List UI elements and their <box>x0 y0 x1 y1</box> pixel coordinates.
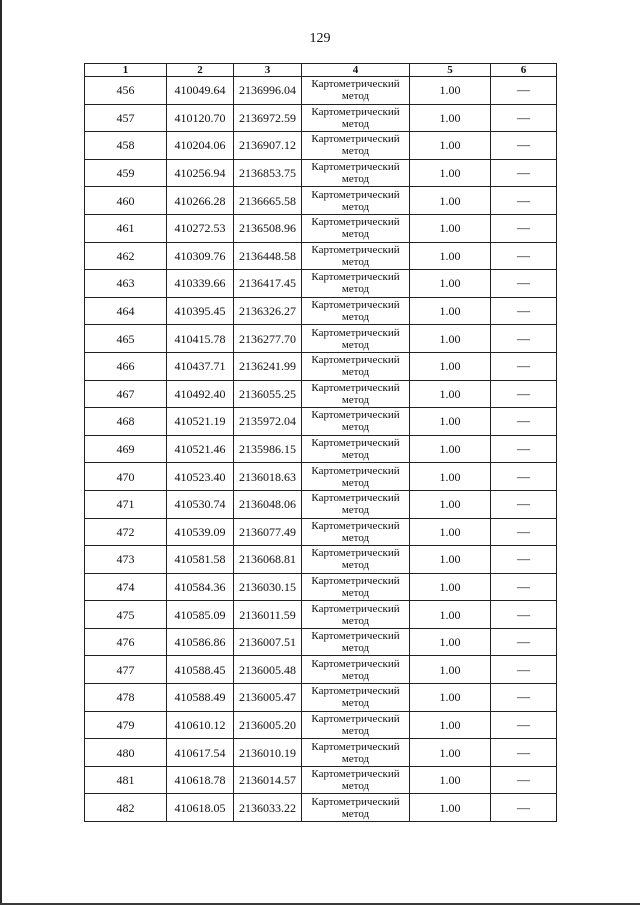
x-coordinate-cell: 410610.12 <box>167 711 234 739</box>
method-cell: Картометрический метод <box>302 435 410 463</box>
method-cell: Картометрический метод <box>302 352 410 380</box>
y-coordinate-cell: 2136508.96 <box>234 214 302 242</box>
y-coordinate-cell: 2136018.63 <box>234 463 302 491</box>
note-cell: — <box>491 270 557 298</box>
table-row <box>85 435 557 463</box>
table-row <box>85 132 557 160</box>
x-coordinate-cell: 410539.09 <box>167 518 234 546</box>
y-coordinate-cell: 2136665.58 <box>234 187 302 215</box>
accuracy-cell: 1.00 <box>410 573 491 601</box>
point-number-cell: 458 <box>85 132 167 160</box>
point-number-cell: 470 <box>85 463 167 491</box>
table-row <box>85 463 557 491</box>
page-number: 129 <box>309 31 331 46</box>
accuracy-cell: 1.00 <box>410 628 491 656</box>
y-coordinate-cell: 2136448.58 <box>234 242 302 270</box>
column-header-6: 6 <box>491 64 557 77</box>
method-cell: Картометрический метод <box>302 518 410 546</box>
method-cell: Картометрический метод <box>302 104 410 132</box>
table-row <box>85 77 557 105</box>
y-coordinate-cell: 2136010.19 <box>234 739 302 767</box>
x-coordinate-cell: 410204.06 <box>167 132 234 160</box>
x-coordinate-cell: 410584.36 <box>167 573 234 601</box>
method-cell: Картометрический метод <box>302 408 410 436</box>
table-row <box>85 794 557 822</box>
note-cell: — <box>491 794 557 822</box>
table-row <box>85 159 557 187</box>
accuracy-cell: 1.00 <box>410 325 491 353</box>
point-number-cell: 472 <box>85 518 167 546</box>
y-coordinate-cell: 2136048.06 <box>234 490 302 518</box>
accuracy-cell: 1.00 <box>410 766 491 794</box>
method-cell: Картометрический метод <box>302 656 410 684</box>
table-row <box>85 270 557 298</box>
note-cell: — <box>491 518 557 546</box>
accuracy-cell: 1.00 <box>410 794 491 822</box>
accuracy-cell: 1.00 <box>410 739 491 767</box>
note-cell: — <box>491 684 557 712</box>
note-cell: — <box>491 242 557 270</box>
accuracy-cell: 1.00 <box>410 684 491 712</box>
table-row <box>85 490 557 518</box>
y-coordinate-cell: 2136241.99 <box>234 352 302 380</box>
x-coordinate-cell: 410309.76 <box>167 242 234 270</box>
table-row <box>85 628 557 656</box>
method-cell: Картометрический метод <box>302 766 410 794</box>
table-row <box>85 242 557 270</box>
x-coordinate-cell: 410618.05 <box>167 794 234 822</box>
x-coordinate-cell: 410521.46 <box>167 435 234 463</box>
accuracy-cell: 1.00 <box>410 518 491 546</box>
method-cell: Картометрический метод <box>302 794 410 822</box>
x-coordinate-cell: 410586.86 <box>167 628 234 656</box>
note-cell: — <box>491 546 557 574</box>
accuracy-cell: 1.00 <box>410 352 491 380</box>
table-row <box>85 739 557 767</box>
y-coordinate-cell: 2135986.15 <box>234 435 302 463</box>
x-coordinate-cell: 410585.09 <box>167 601 234 629</box>
table-row <box>85 711 557 739</box>
x-coordinate-cell: 410049.64 <box>167 77 234 105</box>
table-body <box>85 77 557 822</box>
x-coordinate-cell: 410581.58 <box>167 546 234 574</box>
accuracy-cell: 1.00 <box>410 104 491 132</box>
x-coordinate-cell: 410415.78 <box>167 325 234 353</box>
x-coordinate-cell: 410256.94 <box>167 159 234 187</box>
table-row <box>85 573 557 601</box>
y-coordinate-cell: 2136907.12 <box>234 132 302 160</box>
x-coordinate-cell: 410437.71 <box>167 352 234 380</box>
note-cell: — <box>491 435 557 463</box>
note-cell: — <box>491 214 557 242</box>
table-row <box>85 408 557 436</box>
note-cell: — <box>491 77 557 105</box>
note-cell: — <box>491 380 557 408</box>
scan-edge-left <box>0 0 2 905</box>
header-row <box>85 64 557 77</box>
point-number-cell: 462 <box>85 242 167 270</box>
point-number-cell: 459 <box>85 159 167 187</box>
y-coordinate-cell: 2136077.49 <box>234 518 302 546</box>
table-row <box>85 518 557 546</box>
x-coordinate-cell: 410492.40 <box>167 380 234 408</box>
accuracy-cell: 1.00 <box>410 435 491 463</box>
y-coordinate-cell: 2136277.70 <box>234 325 302 353</box>
y-coordinate-cell: 2135972.04 <box>234 408 302 436</box>
note-cell: — <box>491 132 557 160</box>
point-number-cell: 464 <box>85 297 167 325</box>
accuracy-cell: 1.00 <box>410 187 491 215</box>
method-cell: Картометрический метод <box>302 573 410 601</box>
method-cell: Картометрический метод <box>302 297 410 325</box>
method-cell: Картометрический метод <box>302 77 410 105</box>
accuracy-cell: 1.00 <box>410 159 491 187</box>
accuracy-cell: 1.00 <box>410 242 491 270</box>
note-cell: — <box>491 352 557 380</box>
x-coordinate-cell: 410339.66 <box>167 270 234 298</box>
accuracy-cell: 1.00 <box>410 490 491 518</box>
table-row <box>85 214 557 242</box>
method-cell: Картометрический метод <box>302 546 410 574</box>
point-number-cell: 467 <box>85 380 167 408</box>
accuracy-cell: 1.00 <box>410 270 491 298</box>
table-row <box>85 297 557 325</box>
point-number-cell: 466 <box>85 352 167 380</box>
note-cell: — <box>491 159 557 187</box>
x-coordinate-cell: 410395.45 <box>167 297 234 325</box>
x-coordinate-cell: 410588.45 <box>167 656 234 684</box>
x-coordinate-cell: 410523.40 <box>167 463 234 491</box>
y-coordinate-cell: 2136972.59 <box>234 104 302 132</box>
point-number-cell: 456 <box>85 77 167 105</box>
note-cell: — <box>491 628 557 656</box>
point-number-cell: 460 <box>85 187 167 215</box>
y-coordinate-cell: 2136030.15 <box>234 573 302 601</box>
column-header-4: 4 <box>302 64 410 77</box>
method-cell: Картометрический метод <box>302 159 410 187</box>
column-header-3: 3 <box>234 64 302 77</box>
note-cell: — <box>491 573 557 601</box>
method-cell: Картометрический метод <box>302 242 410 270</box>
point-number-cell: 480 <box>85 739 167 767</box>
column-header-2: 2 <box>167 64 234 77</box>
note-cell: — <box>491 325 557 353</box>
note-cell: — <box>491 408 557 436</box>
y-coordinate-cell: 2136005.20 <box>234 711 302 739</box>
y-coordinate-cell: 2136326.27 <box>234 297 302 325</box>
coordinates-table <box>84 63 557 822</box>
accuracy-cell: 1.00 <box>410 214 491 242</box>
table-row <box>85 766 557 794</box>
method-cell: Картометрический метод <box>302 187 410 215</box>
table-row <box>85 325 557 353</box>
point-number-cell: 474 <box>85 573 167 601</box>
accuracy-cell: 1.00 <box>410 132 491 160</box>
note-cell: — <box>491 490 557 518</box>
note-cell: — <box>491 601 557 629</box>
accuracy-cell: 1.00 <box>410 380 491 408</box>
x-coordinate-cell: 410521.19 <box>167 408 234 436</box>
y-coordinate-cell: 2136005.48 <box>234 656 302 684</box>
point-number-cell: 463 <box>85 270 167 298</box>
point-number-cell: 471 <box>85 490 167 518</box>
x-coordinate-cell: 410618.78 <box>167 766 234 794</box>
y-coordinate-cell: 2136007.51 <box>234 628 302 656</box>
point-number-cell: 477 <box>85 656 167 684</box>
table-row <box>85 380 557 408</box>
table-row <box>85 546 557 574</box>
method-cell: Картометрический метод <box>302 684 410 712</box>
accuracy-cell: 1.00 <box>410 601 491 629</box>
note-cell: — <box>491 463 557 491</box>
y-coordinate-cell: 2136996.04 <box>234 77 302 105</box>
method-cell: Картометрический метод <box>302 325 410 353</box>
accuracy-cell: 1.00 <box>410 297 491 325</box>
method-cell: Картометрический метод <box>302 628 410 656</box>
table-row <box>85 684 557 712</box>
accuracy-cell: 1.00 <box>410 711 491 739</box>
accuracy-cell: 1.00 <box>410 546 491 574</box>
y-coordinate-cell: 2136005.47 <box>234 684 302 712</box>
x-coordinate-cell: 410272.53 <box>167 214 234 242</box>
method-cell: Картометрический метод <box>302 601 410 629</box>
accuracy-cell: 1.00 <box>410 77 491 105</box>
table-row <box>85 187 557 215</box>
point-number-cell: 479 <box>85 711 167 739</box>
method-cell: Картометрический метод <box>302 490 410 518</box>
table-row <box>85 656 557 684</box>
note-cell: — <box>491 656 557 684</box>
y-coordinate-cell: 2136055.25 <box>234 380 302 408</box>
note-cell: — <box>491 766 557 794</box>
x-coordinate-cell: 410266.28 <box>167 187 234 215</box>
x-coordinate-cell: 410617.54 <box>167 739 234 767</box>
accuracy-cell: 1.00 <box>410 463 491 491</box>
note-cell: — <box>491 711 557 739</box>
y-coordinate-cell: 2136014.57 <box>234 766 302 794</box>
method-cell: Картометрический метод <box>302 132 410 160</box>
point-number-cell: 481 <box>85 766 167 794</box>
method-cell: Картометрический метод <box>302 711 410 739</box>
method-cell: Картометрический метод <box>302 463 410 491</box>
y-coordinate-cell: 2136417.45 <box>234 270 302 298</box>
accuracy-cell: 1.00 <box>410 656 491 684</box>
column-header-1: 1 <box>85 64 167 77</box>
x-coordinate-cell: 410588.49 <box>167 684 234 712</box>
method-cell: Картометрический метод <box>302 739 410 767</box>
table-row <box>85 601 557 629</box>
point-number-cell: 478 <box>85 684 167 712</box>
x-coordinate-cell: 410120.70 <box>167 104 234 132</box>
point-number-cell: 465 <box>85 325 167 353</box>
table-row <box>85 352 557 380</box>
note-cell: — <box>491 297 557 325</box>
point-number-cell: 469 <box>85 435 167 463</box>
table-row <box>85 104 557 132</box>
point-number-cell: 457 <box>85 104 167 132</box>
method-cell: Картометрический метод <box>302 270 410 298</box>
point-number-cell: 482 <box>85 794 167 822</box>
y-coordinate-cell: 2136068.81 <box>234 546 302 574</box>
y-coordinate-cell: 2136033.22 <box>234 794 302 822</box>
note-cell: — <box>491 104 557 132</box>
point-number-cell: 476 <box>85 628 167 656</box>
point-number-cell: 468 <box>85 408 167 436</box>
x-coordinate-cell: 410530.74 <box>167 490 234 518</box>
method-cell: Картометрический метод <box>302 380 410 408</box>
note-cell: — <box>491 739 557 767</box>
note-cell: — <box>491 187 557 215</box>
method-cell: Картометрический метод <box>302 214 410 242</box>
point-number-cell: 473 <box>85 546 167 574</box>
accuracy-cell: 1.00 <box>410 408 491 436</box>
column-header-5: 5 <box>410 64 491 77</box>
y-coordinate-cell: 2136011.59 <box>234 601 302 629</box>
table-header <box>85 64 557 77</box>
point-number-cell: 461 <box>85 214 167 242</box>
y-coordinate-cell: 2136853.75 <box>234 159 302 187</box>
point-number-cell: 475 <box>85 601 167 629</box>
